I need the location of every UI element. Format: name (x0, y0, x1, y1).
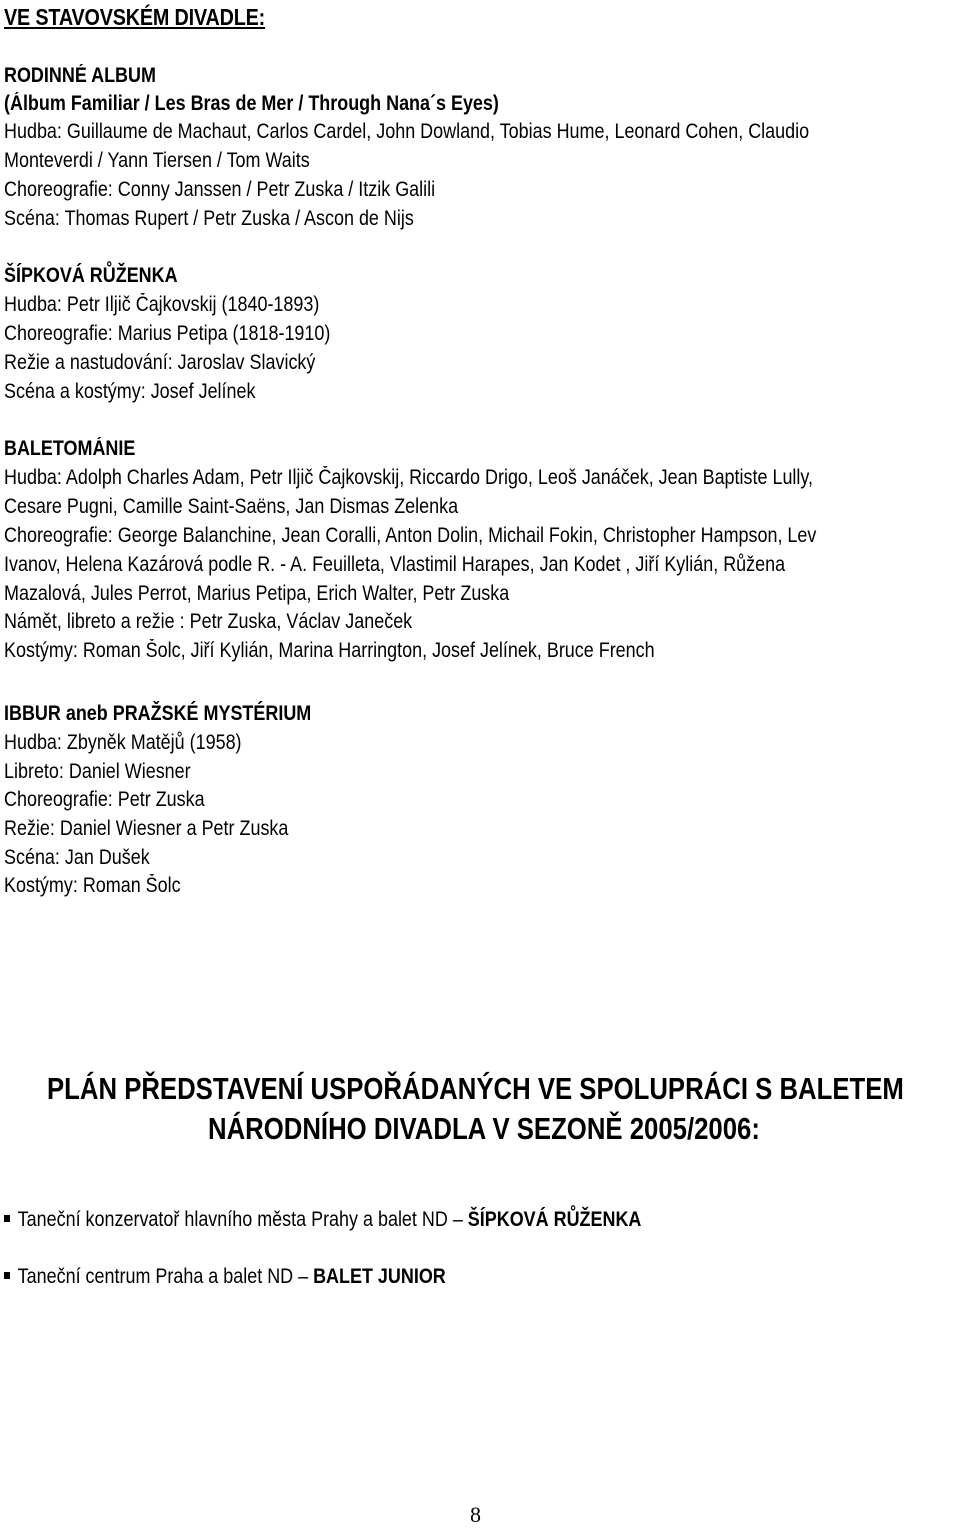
baletomanie-libretto: Námět, libreto a režie : Petr Zuska, Václav Janeček (4, 610, 413, 633)
album-subtitle: (Álbum Familiar / Les Bras de Mer / Through Nana´s Eyes) (4, 92, 499, 115)
baletomanie-music-line-1: Hudba: Adolph Charles Adam, Petr Iljič Čajkovskij, Riccardo Drigo, Leoš Janáček, Jean Baptiste Lully, (4, 466, 814, 489)
ibbur-libretto: Libreto: Daniel Wiesner (4, 760, 191, 783)
sipkova-title: ŠÍPKOVÁ RŮŽENKA (4, 264, 178, 287)
ibbur-music: Hudba: Zbyněk Matějů (1958) (4, 731, 242, 754)
ibbur-direction: Režie: Daniel Wiesner a Petr Zuska (4, 817, 289, 840)
plan-heading-line-1: PLÁN PŘEDSTAVENÍ USPOŘÁDANÝCH VE SPOLUPRÁCI S BALETEM (47, 1071, 904, 1106)
album-music-line-2: Monteverdi / Yann Tiersen / Tom Waits (4, 149, 310, 172)
bullet-title: BALET JUNIOR (313, 1265, 446, 1288)
sipkova-music: Hudba: Petr Iljič Čajkovskij (1840-1893) (4, 293, 320, 316)
bullet-text: Taneční konzervatoř hlavního města Prahy a balet ND – (17, 1208, 468, 1231)
page-number: 8 (470, 1502, 481, 1527)
bullet-square-icon (4, 1215, 10, 1222)
baletomanie-choreography-line-1: Choreografie: George Balanchine, Jean Coralli, Anton Dolin, Michail Fokin, Christopher Hampson, Lev (4, 524, 817, 547)
ibbur-choreography: Choreografie: Petr Zuska (4, 788, 205, 811)
ibbur-scene: Scéna: Jan Dušek (4, 846, 150, 869)
bullet-title: ŠÍPKOVÁ RŮŽENKA (467, 1208, 642, 1231)
baletomanie-choreography-line-2: Ivanov, Helena Kazárová podle R. - A. Feuilleta, Vlastimil Harapes, Jan Kodet , Jiří Kylián, Růžena (4, 553, 786, 576)
ibbur-costumes: Kostýmy: Roman Šolc (4, 874, 181, 897)
sipkova-direction: Režie a nastudování: Jaroslav Slavický (4, 351, 316, 374)
bullet-square-icon (4, 1272, 10, 1279)
album-title: RODINNÉ ALBUM (4, 64, 156, 87)
bullet-text: Taneční centrum Praha a balet ND – (17, 1265, 314, 1288)
bullet-item (4, 1206, 641, 1234)
sipkova-choreography: Choreografie: Marius Petipa (1818-1910) (4, 322, 331, 345)
baletomanie-costumes: Kostýmy: Roman Šolc, Jiří Kylián, Marina Harrington, Josef Jelínek, Bruce French (4, 639, 655, 662)
sipkova-scene: Scéna a kostýmy: Josef Jelínek (4, 380, 256, 403)
baletomanie-title: BALETOMÁNIE (4, 437, 136, 460)
plan-heading-line-2: NÁRODNÍHO DIVADLA V SEZONĚ 2005/2006: (208, 1111, 760, 1146)
section-heading: VE STAVOVSKÉM DIVADLE: (4, 4, 266, 30)
album-music-line-1: Hudba: Guillaume de Machaut, Carlos Cardel, John Dowland, Tobias Hume, Leonard Cohen, Claudio (4, 120, 810, 143)
ibbur-title: IBBUR aneb PRAŽSKÉ MYSTÉRIUM (4, 702, 312, 725)
baletomanie-music-line-2: Cesare Pugni, Camille Saint-Saëns, Jan Dismas Zelenka (4, 495, 459, 518)
bullet-item (4, 1263, 446, 1291)
baletomanie-choreography-line-3: Mazalová, Jules Perrot, Marius Petipa, Erich Walter, Petr Zuska (4, 582, 510, 605)
album-choreography: Choreografie: Conny Janssen / Petr Zuska / Itzik Galili (4, 178, 436, 201)
album-scene: Scéna: Thomas Rupert / Petr Zuska / Ascon de Nijs (4, 207, 414, 230)
